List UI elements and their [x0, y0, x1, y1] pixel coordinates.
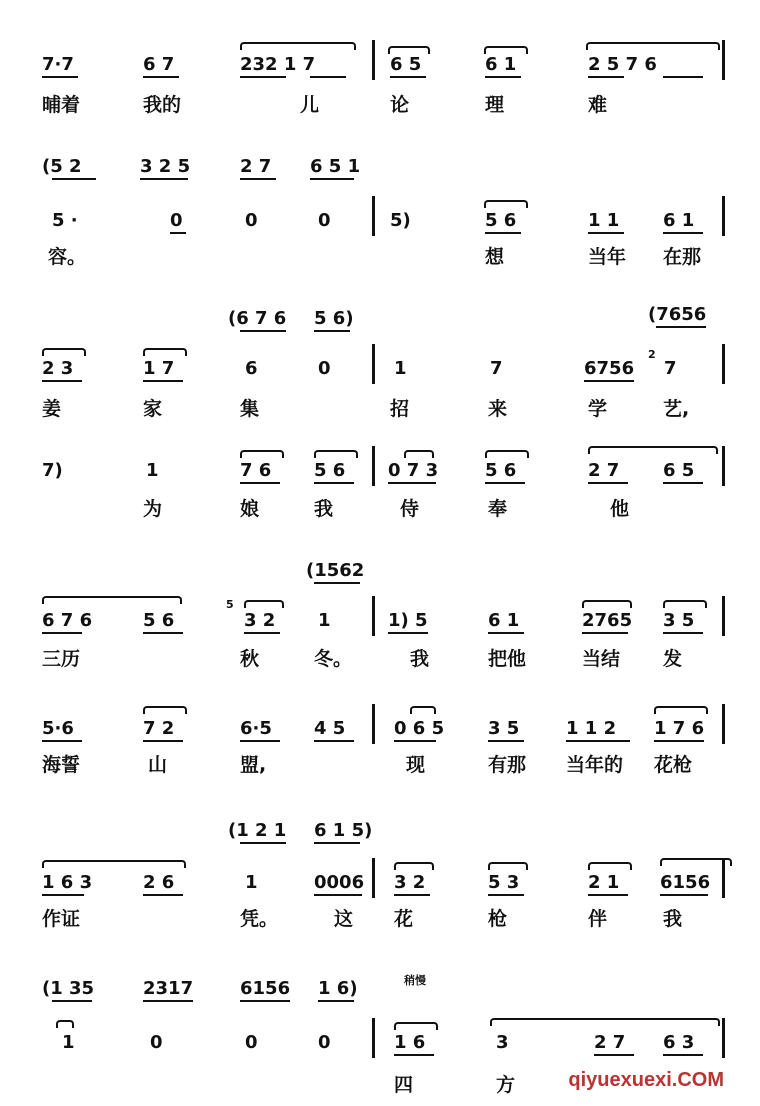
underline — [143, 76, 179, 78]
slur — [654, 706, 708, 714]
upper-note: 2 7 — [240, 156, 272, 177]
lyric: 发 — [663, 648, 683, 670]
note-group: 0 — [150, 1032, 163, 1053]
barline — [372, 196, 375, 236]
note-group: 5) — [390, 210, 411, 231]
barline — [722, 344, 725, 384]
slur — [240, 42, 356, 50]
slur — [410, 706, 436, 714]
underline — [663, 232, 703, 234]
note-group: 6756 — [584, 358, 635, 379]
upper-note: 2317 — [143, 978, 194, 999]
note-group: 1 — [394, 358, 407, 379]
note-group: 0 6 5 — [394, 718, 445, 739]
underline — [42, 894, 84, 896]
underline — [240, 178, 276, 180]
slur — [588, 862, 632, 870]
underline — [314, 330, 350, 332]
note-group: 7 — [664, 358, 677, 379]
underline — [394, 1054, 434, 1056]
note-group: 6156 — [660, 872, 711, 893]
note-group: 7 6 — [240, 460, 272, 481]
upper-note: (1 35 — [42, 978, 95, 999]
lyric: 海誓 — [42, 754, 81, 776]
lyric: 晡着 — [42, 94, 81, 116]
lyric: 娘 — [240, 498, 260, 520]
underline — [318, 1000, 354, 1002]
slur — [488, 862, 528, 870]
lyric: 方 — [496, 1074, 516, 1096]
slur — [660, 858, 732, 866]
lyric: 这 — [334, 908, 354, 930]
underline — [394, 894, 430, 896]
note-group: 232 1 7 — [240, 54, 316, 75]
underline — [584, 380, 634, 382]
lyric: 艺, — [663, 398, 690, 420]
underline — [170, 232, 186, 234]
underline — [143, 1000, 193, 1002]
note-group: 5 6 — [143, 610, 175, 631]
upper-note: 3 2 5 — [140, 156, 191, 177]
grace-note: 5 — [226, 598, 234, 611]
upper-note: 5 6) — [314, 308, 354, 329]
note-group: 1) 5 — [388, 610, 428, 631]
underline — [390, 76, 426, 78]
slur — [388, 46, 430, 54]
lyric: 秋 — [240, 648, 260, 670]
slur — [484, 200, 528, 208]
underline — [42, 740, 82, 742]
upper-note: 6 1 5) — [314, 820, 373, 841]
lyric: 我 — [663, 908, 683, 930]
upper-note: (1562 — [306, 560, 365, 581]
lyric: 侍 — [400, 498, 420, 520]
lyric: 想 — [485, 246, 505, 268]
underline — [42, 76, 78, 78]
note-group: 6 1 — [488, 610, 520, 631]
underline — [42, 380, 82, 382]
grace-note: 2 — [648, 348, 656, 361]
note-group: 6 5 — [663, 460, 695, 481]
lyric: 花 — [394, 908, 414, 930]
slur — [484, 46, 528, 54]
underline — [660, 894, 708, 896]
upper-note: (6 7 6 — [228, 308, 287, 329]
lyric: 招 — [390, 398, 410, 420]
lyric: 冬。 — [314, 648, 353, 670]
note-group: 5 6 — [485, 210, 517, 231]
note-group: 2765 — [582, 610, 633, 631]
lyric: 当年 — [588, 246, 627, 268]
note-group: 6 5 — [390, 54, 422, 75]
underline — [663, 632, 703, 634]
note-group: 6 — [245, 358, 258, 379]
note-group: 4 5 — [314, 718, 346, 739]
underline — [663, 482, 703, 484]
lyric: 枪 — [488, 908, 508, 930]
lyric: 他 — [610, 498, 630, 520]
note-group: 1 — [245, 872, 258, 893]
note-group: 6 3 — [663, 1032, 695, 1053]
slur — [404, 450, 434, 458]
underline — [588, 482, 628, 484]
barline — [372, 858, 375, 898]
upper-note: (1 2 1 — [228, 820, 287, 841]
slur — [663, 600, 707, 608]
underline — [52, 178, 96, 180]
barline — [722, 446, 725, 486]
lyric: 学 — [588, 398, 608, 420]
lyric: 我的 — [143, 94, 182, 116]
slur — [42, 596, 182, 604]
underline — [488, 740, 524, 742]
lyric: 当结 — [582, 648, 621, 670]
lyric: 凭。 — [240, 908, 279, 930]
note-group: 5·6 — [42, 718, 74, 739]
upper-note: (7656 — [648, 304, 707, 325]
lyric: 儿 — [300, 94, 320, 116]
underline — [314, 740, 354, 742]
slur — [244, 600, 284, 608]
barline — [722, 1018, 725, 1058]
underline — [594, 1054, 634, 1056]
lyric: 家 — [143, 398, 163, 420]
note-group: 1 7 6 — [654, 718, 705, 739]
underline — [488, 632, 524, 634]
note-group: 5 3 — [488, 872, 520, 893]
underline — [582, 632, 628, 634]
lyric: 山 — [148, 754, 168, 776]
slur — [394, 862, 434, 870]
slur — [485, 450, 529, 458]
underline — [663, 76, 703, 78]
barline — [372, 704, 375, 744]
underline — [240, 740, 280, 742]
upper-note: 6156 — [240, 978, 291, 999]
note-group: 0 — [318, 1032, 331, 1053]
note-group: 0 — [245, 1032, 258, 1053]
underline — [654, 740, 704, 742]
underline — [314, 842, 360, 844]
lyric: 盟, — [240, 754, 267, 776]
underline — [588, 76, 624, 78]
barline — [722, 596, 725, 636]
note-group: 3 — [496, 1032, 509, 1053]
barline — [372, 446, 375, 486]
lyric: 集 — [240, 398, 260, 420]
upper-note: 1 6) — [318, 978, 358, 999]
note-group: 6·5 — [240, 718, 272, 739]
note-group: 6 7 6 — [42, 610, 93, 631]
underline — [140, 178, 188, 180]
underline — [485, 482, 525, 484]
barline — [372, 1018, 375, 1058]
underline — [656, 326, 706, 328]
lyric: 论 — [390, 94, 410, 116]
note-group: 0 — [318, 358, 331, 379]
slur — [240, 450, 284, 458]
underline — [143, 740, 183, 742]
underline — [240, 842, 286, 844]
note-group: 2 5 7 6 — [588, 54, 657, 75]
underline — [314, 582, 360, 584]
note-group: 2 7 — [588, 460, 620, 481]
barline — [372, 40, 375, 80]
note-group: 6 1 — [663, 210, 695, 231]
note-group: 1 6 3 — [42, 872, 93, 893]
note-group: 3 5 — [663, 610, 695, 631]
lyric: 伴 — [588, 908, 608, 930]
lyric: 有那 — [488, 754, 527, 776]
underline — [310, 178, 354, 180]
slur — [588, 446, 718, 454]
slur — [56, 1020, 74, 1028]
lyric: 我 — [314, 498, 334, 520]
slur — [582, 600, 632, 608]
slur — [490, 1018, 720, 1026]
note-group: 2 3 — [42, 358, 74, 379]
slur — [314, 450, 358, 458]
note-group: 3 2 — [244, 610, 276, 631]
note-group: 0 — [245, 210, 258, 231]
note-group: 1 1 2 — [566, 718, 617, 739]
note-group: 2 6 — [143, 872, 175, 893]
lyric: 把他 — [488, 648, 527, 670]
slur — [42, 860, 186, 868]
lyric: 奉 — [488, 498, 508, 520]
note-group: 0 7 3 — [388, 460, 439, 481]
lyric: 现 — [406, 754, 426, 776]
note-group: 6 1 — [485, 54, 517, 75]
underline — [488, 894, 524, 896]
lyric: 难 — [588, 94, 608, 116]
watermark: qiyuexuexi.COM — [568, 1069, 724, 1091]
underline — [388, 482, 436, 484]
lyric: 来 — [488, 398, 508, 420]
note-group: 3 5 — [488, 718, 520, 739]
slur — [143, 706, 187, 714]
note-group: 0 — [170, 210, 183, 231]
underline — [314, 482, 354, 484]
lyric: 当年的 — [566, 754, 624, 776]
underline — [485, 232, 521, 234]
note-group: 1 7 — [143, 358, 175, 379]
underline — [143, 894, 183, 896]
underline — [240, 482, 280, 484]
slur — [143, 348, 187, 356]
slur — [42, 348, 86, 356]
lyric: 花枪 — [654, 754, 693, 776]
underline — [240, 76, 286, 78]
note-group: 1 6 — [394, 1032, 426, 1053]
slur — [586, 42, 720, 50]
lyric: 在那 — [663, 246, 702, 268]
note-group: 6 7 — [143, 54, 175, 75]
note-group: 7 — [490, 358, 503, 379]
note-group: 1 — [146, 460, 159, 481]
underline — [663, 1054, 703, 1056]
underline — [394, 740, 436, 742]
underline — [566, 740, 630, 742]
upper-note: (5 2 — [42, 156, 82, 177]
underline — [310, 76, 346, 78]
note-group: 1 — [318, 610, 331, 631]
lyric: 理 — [485, 94, 505, 116]
barline — [722, 40, 725, 80]
note-group: 2 1 — [588, 872, 620, 893]
note-group: 0 — [318, 210, 331, 231]
lyric: 姜 — [42, 398, 62, 420]
note-group: 7·7 — [42, 54, 74, 75]
lyric: 作证 — [42, 908, 81, 930]
underline — [314, 894, 362, 896]
underline — [52, 1000, 92, 1002]
lyric: 我 — [410, 648, 430, 670]
note-group: 7 2 — [143, 718, 175, 739]
tempo-mark: 稍慢 — [404, 974, 426, 987]
note-group: 5 6 — [314, 460, 346, 481]
underline — [388, 632, 428, 634]
lyric: 为 — [143, 498, 163, 520]
lyric: 容。 — [48, 246, 87, 268]
note-group: 2 7 — [594, 1032, 626, 1053]
underline — [240, 330, 286, 332]
underline — [588, 232, 624, 234]
underline — [588, 894, 628, 896]
note-group: 3 2 — [394, 872, 426, 893]
underline — [244, 632, 280, 634]
barline — [372, 344, 375, 384]
underline — [143, 632, 183, 634]
underline — [143, 380, 183, 382]
note-group: 0006 — [314, 872, 365, 893]
note-group: 5 6 — [485, 460, 517, 481]
note-group: 1 — [62, 1032, 75, 1053]
note-group: 1 1 — [588, 210, 620, 231]
barline — [722, 196, 725, 236]
lyric: 三历 — [42, 648, 81, 670]
underline — [485, 76, 521, 78]
underline — [240, 1000, 290, 1002]
note-group: 7) — [42, 460, 63, 481]
note-group: 5 · — [52, 210, 78, 231]
upper-note: 6 5 1 — [310, 156, 361, 177]
underline — [42, 632, 82, 634]
slur — [394, 1022, 438, 1030]
barline — [722, 704, 725, 744]
barline — [372, 596, 375, 636]
lyric: 四 — [394, 1074, 414, 1096]
